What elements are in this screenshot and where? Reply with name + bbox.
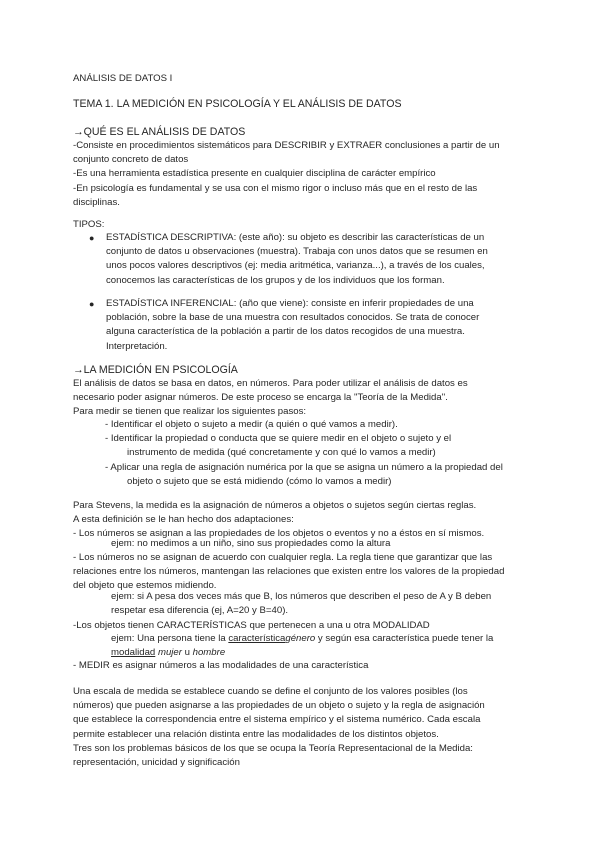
- text-line: ejem: Una persona tiene la característicagénero y según esa característica puede tener la: [111, 633, 494, 644]
- text-line: -En psicología es fundamental y se usa con el mismo rigor o incluso más que en el resto de las: [73, 182, 478, 194]
- text-line: conjunto de datos u observaciones (muestra). Trabaja con unos datos que se resumen en: [106, 246, 488, 258]
- list-item-inferencial: [106, 297, 479, 354]
- text-line: Tres son los problemas básicos de los que se ocupa la Teoría Representacional de la Medida:: [73, 742, 473, 754]
- list-item-descriptiva: [106, 231, 488, 288]
- term-mujer: mujer: [157, 647, 182, 659]
- text-line: objeto o sujeto que se está midiendo (cómo lo vamos a medir): [127, 475, 392, 487]
- text-line: relaciones entre los números, mantengan las relaciones que existen entre los valores de la propiedad: [73, 566, 505, 578]
- paragraph-stevens: [73, 499, 484, 542]
- text-line: disciplinas.: [73, 196, 120, 208]
- paragraph-medicion: [73, 377, 468, 420]
- text-line: - Los números no se asignan de acuerdo con cualquier regla. La regla tiene que garantizar que las: [73, 552, 493, 563]
- list-item: - Identificar la propiedad o conducta que se quiere medir en el objeto o sujeto y el: [105, 433, 452, 445]
- text-line: números) que pueden asignarse a las propiedades de un objeto o sujeto y la regla de asignación: [73, 700, 485, 712]
- text-line: necesario poder asignar números. De este proceso se encarga la "Teoría de la Medida".: [73, 392, 448, 404]
- list-item: - Aplicar una regla de asignación numérica por la que se asigna un número a la propiedad del: [105, 461, 503, 473]
- paragraph-que-es: [73, 139, 500, 210]
- term-genero: género: [285, 633, 316, 644]
- text-line: alguna característica de la población a partir de los datos recogidos de una muestra.: [106, 326, 465, 338]
- list-item: - Identificar el objeto o sujeto a medir (a quién o qué vamos a medir).: [105, 419, 398, 430]
- text-line: ejem: si A pesa dos veces más que B, los números que describen el peso de A y B deben: [111, 591, 492, 602]
- text-line: respetar esa diferencia (ej, A=20 y B=40).: [111, 605, 289, 617]
- text-line: conocemos las características de los grupos y de los individuos que los forman.: [106, 274, 445, 286]
- text-line: modalidad mujer u hombre: [111, 647, 226, 659]
- tipos-heading: TIPOS:: [73, 219, 105, 230]
- document-title: ANÁLISIS DE DATOS I: [73, 73, 173, 84]
- topic-heading: TEMA 1. LA MEDICIÓN EN PSICOLOGÍA Y EL ANÁLISIS DE DATOS: [73, 98, 402, 110]
- text-line: conjunto concreto de datos: [73, 154, 189, 166]
- text-line: El análisis de datos se basa en datos, en números. Para poder utilizar el análisis de datos es: [73, 378, 468, 389]
- paragraph-escala: [73, 685, 485, 770]
- text-line: Para medir se tienen que realizar los siguientes pasos:: [73, 406, 307, 418]
- text-line: permite establecer una relación distinta entre las modalidades de los distintos objetos.: [73, 728, 439, 740]
- term-caracteristica: característica: [228, 633, 286, 644]
- text-line-medir: - MEDIR es asignar números a las modalidades de una característica: [73, 660, 369, 671]
- steps-list: [105, 418, 503, 489]
- text-line: del objeto que estemos midiendo.: [73, 580, 217, 592]
- term-modalidad: modalidad: [111, 647, 156, 659]
- text-line: que establece la correspondencia entre el sistema empírico y el sistema numérico. Cada escala: [73, 714, 481, 726]
- section-heading-medicion: →LA MEDICIÓN EN PSICOLOGÍA: [73, 364, 238, 376]
- text-line: A esta definición se le han hecho dos adaptaciones:: [73, 514, 294, 526]
- bullet-icon: ●: [89, 299, 95, 309]
- term-hombre: hombre: [192, 647, 226, 659]
- text-line: población, sobre la base de una muestra con resultados conocidos. Se trata de conocer: [106, 312, 480, 324]
- text-line: Una escala de medida se establece cuando se define el conjunto de los valores posibles (los: [73, 686, 468, 697]
- example-block-peso: [111, 590, 491, 618]
- text-line: - Los números se asignan a las propiedades de los objetos o eventos y no a éstos en sí mismos.: [73, 528, 485, 540]
- example-block-genero: [111, 632, 493, 660]
- paragraph-regla: [73, 551, 504, 594]
- text-line: unos pocos valores descriptivos (ej: media aritmética, varianza...), a través de los cuales,: [106, 260, 485, 272]
- text-line-caracteristicas: -Los objetos tienen CARACTERÍSTICAS que pertenecen a una u otra MODALIDAD: [73, 620, 430, 631]
- text-line: Para Stevens, la medida es la asignación de números a objetos o sujetos según ciertas reglas.: [73, 500, 477, 511]
- text-line: -Es una herramienta estadística presente en cualquier disciplina de carácter empírico: [73, 168, 436, 180]
- example-line: ejem: no medimos a un niño, sino sus propiedades como la altura: [111, 538, 391, 549]
- text-line: ESTADÍSTICA DESCRIPTIVA: (este año): su objeto es describir las características de un: [106, 232, 485, 243]
- bullet-icon: ●: [89, 233, 95, 243]
- text-line: Interpretación.: [106, 340, 168, 352]
- text-line: representación, unicidad y significación: [73, 757, 240, 769]
- section-heading-que-es: →QUÉ ES EL ANÁLISIS DE DATOS: [73, 126, 246, 138]
- text-line: ESTADÍSTICA INFERENCIAL: (año que viene): consiste en inferir propiedades de una: [106, 298, 474, 309]
- text-line: -Consiste en procedimientos sistemáticos para DESCRIBIR y EXTRAER conclusiones a partir de un: [73, 140, 500, 151]
- text-line: instrumento de medida (qué concretamente y con qué lo vamos a medir): [127, 447, 436, 459]
